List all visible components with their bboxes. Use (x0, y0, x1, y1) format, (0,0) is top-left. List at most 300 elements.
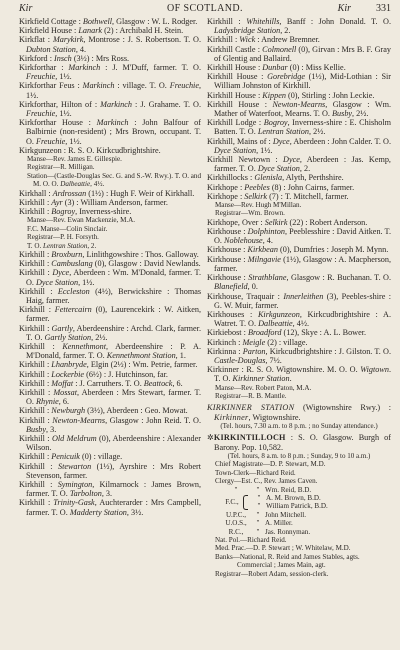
directory-entry (207, 255, 391, 273)
clergy-denomination: " (234, 485, 238, 494)
entry-text: (8) : John Cairns, farmer. (269, 182, 355, 192)
place-name: Castle-Douglas (214, 355, 266, 365)
clergy-row (221, 528, 391, 536)
directory-entry (19, 342, 201, 360)
entry-text: . T. O. (214, 365, 391, 384)
entry-text: , Aberdeen : John Calder. T. O. (289, 136, 391, 146)
entry-text: : Andrew Bremner. (255, 35, 320, 45)
entry-text: Station—(Castle-Douglas Sec. G. and S.-W. Rwy.). T. O. and M. O. O. (27, 171, 201, 189)
entry-text: Kirkhall : (19, 188, 53, 198)
entry-text: Kirkhill : (19, 249, 52, 259)
place-name: Markinch (68, 63, 101, 73)
entry-text: Kirkhouse : (207, 254, 248, 264)
directory-entry (207, 218, 391, 227)
entry-detail (19, 216, 201, 224)
clergy-name: John Mitchell. (265, 510, 306, 519)
clergy-row (252, 502, 391, 510)
place-name: Selkirk (264, 217, 288, 227)
entry-text: Commercial ; James Main, agt. (237, 561, 326, 570)
entry-text: , 4½. (292, 319, 309, 329)
place-name: Gartly Station (44, 332, 92, 342)
entry-text: (6½) : J. Hutchinson, far. (84, 369, 168, 379)
entry-text: Kirkhill : (19, 323, 52, 333)
directory-entry (207, 155, 391, 173)
directory-entry (207, 63, 391, 72)
entry-detail (207, 392, 391, 400)
entry-text: (7) : T. Mitchell, farmer. (267, 191, 349, 201)
entry-text: Kirkhill Newtown : (207, 155, 284, 165)
entry-text: , Aberdeen : Wm. M'Donald, farmer. T. O. (26, 268, 201, 287)
place-name: Eccleston (57, 286, 90, 296)
entry-text: (0), Glasgow : David Newlands. (92, 259, 201, 269)
place-name: Beattock (143, 378, 173, 388)
entry-text: (1½), Ayrshire : Mrs Robert Stevenson, farmer. (26, 461, 201, 480)
entry-text: , Auchterarder : Mrs Campbell, farmer. T. O. (26, 498, 201, 517)
entry-text: Kirkhill : (207, 35, 240, 45)
entry-text: Med. Prac.—D. P. Stewart ; W. Whitelaw, M.D. (215, 544, 351, 553)
place-name: Freuchie (26, 72, 56, 82)
ditto-mark: " (256, 519, 260, 528)
entry-text: Kirkhouse : (207, 245, 248, 255)
entry-text: (1½), Glasgow : A. Macpherson, farmer. (214, 254, 391, 273)
clergy-denomination: U.P.C., (225, 510, 247, 519)
entry-text: Kirkhouse, Traquair : (207, 291, 284, 301)
place-name: Old Meldrum (51, 433, 97, 443)
entry-text: Kirkhill : (207, 17, 247, 26)
entry-text: Kirkforthar, Hilton of : (19, 99, 101, 109)
entry-detail (207, 384, 391, 392)
entry-text: F.C. Manse—Colin Sinclair. (27, 224, 108, 233)
directory-entry (207, 347, 391, 365)
entry-text: (0), Girvan : Mrs B. F. Gray of Glentig and Ballaird. (214, 44, 391, 63)
place-name: Freuchie (169, 81, 199, 91)
directory-entry (207, 118, 391, 136)
place-name: Lentran Station (257, 127, 309, 137)
directory-entry (207, 173, 391, 182)
place-name: Dyce Station (257, 164, 300, 174)
entry-text: Kirkhill : (19, 406, 52, 416)
directory-entry (207, 91, 391, 100)
clergy-group-rows (252, 494, 391, 511)
entry-text: , Aberdeen : Jas. Kemp, farmer. T. O. (214, 155, 391, 174)
place-name: Ladysbridge Station (214, 26, 281, 36)
clergy-name: A. M. Brown, B.D. (266, 493, 321, 502)
entry-text: , Peeblesshire : David Aitken. T. O. (214, 227, 391, 246)
entry-text: , 4. (75, 44, 87, 54)
directory-entry (19, 360, 201, 369)
clergy-row (252, 494, 391, 502)
entry-text: (0), Dumfries : Joseph M. Mynn. (277, 245, 389, 255)
entry-text: Registrar—Robert Adam, session-clerk. (215, 569, 329, 578)
place-name: Trinity-Gask (53, 498, 95, 508)
entry-text: , Kirkcudbrightshire : J. Gilston. T. O. (265, 346, 391, 356)
place-name: Lhanbryde (51, 360, 87, 370)
place-name: Strathblane (248, 273, 287, 283)
entry-text: Kirkhouse : (207, 227, 248, 237)
entry-text: , Aberdeen : Mrs Stewart, farmer. T. O. (26, 387, 201, 407)
entry-text: Kirkforthar : (19, 63, 69, 73)
directory-entry (19, 388, 201, 406)
place-name: Fettercairn (54, 305, 92, 315)
entry-text: , Banff : John Donald. T. O. (279, 17, 391, 26)
place-name: Dyce (283, 155, 300, 165)
running-header (19, 2, 391, 15)
directory-entry (19, 81, 201, 99)
entry-text: , Elgin (2½) : Wm. Petrie, farmer. (86, 360, 198, 370)
entry-text: Registrar—R. Milligan. (27, 163, 95, 172)
directory-entry (19, 54, 201, 63)
place-name: Lanark (78, 26, 103, 36)
entry-text: , 3½. (126, 507, 144, 517)
clergy-name: Wm. Reid, B.D. (265, 485, 312, 494)
entry-text: T. O. (27, 241, 44, 250)
place-name: Newburgh (51, 406, 86, 416)
entry-text: (2) : Archibald H. Stein. (102, 26, 184, 36)
directory-entry (19, 370, 201, 379)
right-column (207, 17, 391, 647)
entry-text: (22) : Robert Anderson. (287, 217, 368, 227)
entry-text: Kirkhill : (19, 197, 52, 207)
place-name: Busby (332, 109, 353, 119)
clergy-denomination: R.C., (228, 527, 244, 536)
place-name: Innerleithen (283, 291, 324, 301)
entry-text: Kirkhill : (19, 286, 58, 296)
entry-text: , 1½. (78, 277, 95, 287)
entry-text: , 1½. (256, 145, 273, 155)
entry-text: , 2½. (352, 109, 369, 119)
entry-text: , Inverness-shire. (75, 207, 132, 217)
entry-text: Kirkgunzeon : R. S. O. Kirkcudbrightshire. (19, 145, 161, 155)
place-name: Kirkinner (214, 412, 249, 422)
directory-entry (19, 287, 201, 305)
entry-text: (3½) : Mrs Ross. (71, 53, 130, 63)
entry-text: , 2½. (91, 332, 108, 342)
entry-text: , 3. (46, 424, 57, 434)
entry-text: Kirkhill : (19, 207, 52, 217)
place-name: Stewarton (57, 461, 92, 471)
place-name: Bogroy (263, 118, 288, 128)
directory-entry (207, 273, 391, 291)
entry-text: , Glasgow : John Reid. T. O. (105, 415, 201, 425)
place-name: Milngavie (247, 254, 281, 264)
telegraph-hours (207, 452, 391, 461)
directory-entry (19, 198, 201, 207)
entry-text: Chief Magistrate—D. P. Stewart, M.D. (215, 460, 326, 469)
entry-text: Kirkinch : (207, 337, 243, 347)
telegraph-hours (207, 422, 391, 431)
entry-text: Kirkhill : (19, 369, 52, 379)
directory-entry (19, 462, 201, 480)
entry-text: (0) : village. (79, 452, 123, 462)
entry-text: Registrar—R. B. Mantle. (215, 391, 287, 400)
entry-detail (207, 570, 391, 578)
place-name: Kirkbean (247, 245, 278, 255)
directory-entry (207, 17, 391, 35)
place-name: Colmonell (262, 44, 297, 54)
ditto-mark: " (257, 502, 261, 511)
page-number: 331 (376, 3, 391, 14)
entry-text: Kirkhill : (19, 387, 54, 397)
clergy-name: William Patrick, B.D. (266, 502, 328, 511)
entry-detail (207, 460, 391, 468)
place-name: Dalbeattie (60, 180, 91, 189)
place-name: Newton-Mearns (272, 99, 326, 109)
directory-entry (207, 338, 391, 347)
entry-detail (19, 155, 201, 163)
entry-text: Kirkhill Lodge : (207, 118, 264, 128)
entry-text: (4½), Berwickshire : Thomas Haig, farmer. (26, 286, 201, 305)
entry-text: , Linlithgowshire : Thos. Galloway. (82, 249, 199, 259)
entry-text: Kirkhope : (207, 182, 245, 192)
entry-text: , Glasgow : W. L. Rodger. (112, 17, 198, 26)
entry-text: Kirkhill : (19, 498, 54, 508)
clergy-denomination: U.O.S., (225, 519, 247, 528)
place-name: Dunbar (262, 63, 288, 73)
entry-text: Kirkhope, Over : (207, 217, 265, 227)
place-name: Bogroy (51, 207, 76, 217)
entry-detail (19, 163, 201, 171)
directory-entry (19, 207, 201, 216)
entry-text: , 3. (101, 489, 113, 499)
entry-text: (1½), Mid-Lothian : Sir William Johnston of Kirkhill. (214, 72, 391, 91)
entry-text: (0), Laurencekirk : W. Aitken, farmer. (26, 305, 201, 324)
entry-detail (207, 553, 391, 561)
entry-text: , 7½. (265, 355, 282, 365)
place-name: Ardrossan (52, 188, 87, 198)
entry-detail (207, 209, 391, 217)
directory-entry (19, 324, 201, 342)
ditto-mark: " (256, 485, 260, 494)
entry-text: , 6. (172, 378, 183, 388)
place-name: Dolphinton (247, 227, 285, 237)
entry-text: Kirkinner : R. S. O. Wigtownshire. M. O. O. (207, 365, 361, 375)
entry-text: Kirkhill : (19, 360, 52, 370)
directory-entry (19, 259, 201, 268)
entry-text: , 1. (175, 351, 186, 361)
entry-text: Kirkhill : (19, 378, 52, 388)
entry-text: Kirkhill : (19, 341, 63, 351)
directory-entry (19, 146, 201, 155)
header-right-guide-word: Kir (337, 3, 351, 14)
place-name: Lockerbie (51, 369, 85, 379)
header-title: OF SCOTLAND. (167, 3, 243, 14)
entry-text: Kirkhope : (207, 191, 245, 201)
entry-text: Kirkhill : (19, 433, 52, 443)
entry-text: Town-Clerk—Richard Reid. (215, 468, 296, 477)
entry-text: , 0. (247, 282, 258, 292)
entry-text: (0), Stirling : John Leckie. (285, 90, 375, 100)
directory-entry (19, 63, 201, 81)
place-name: Newton-Mearns (52, 415, 106, 425)
directory-entry (19, 406, 201, 415)
entry-text: Registrar—P. H. Forsyth. (27, 233, 99, 242)
entry-text: Kirkforthar Feus : (19, 81, 83, 91)
entry-text: Registrar—Wm. Brown. (215, 209, 285, 218)
place-name: Kirkinner Station (232, 374, 290, 384)
entry-text: : J. Carruthers. T. O. (73, 378, 144, 388)
place-name: Lentran Station (43, 241, 88, 250)
entry-detail (19, 233, 201, 241)
directory-entry (19, 480, 201, 498)
brace-glyph (243, 495, 248, 510)
clergy-group-free-church (221, 494, 391, 511)
place-name: Dyce (52, 268, 70, 278)
entry-text: , Aberdeenshire : P. A. M'Donald, farmer. T. O. (26, 341, 201, 361)
entry-text: Banks—National, R. Reid and James Stables, agts. (215, 552, 360, 561)
directory-entry (19, 498, 201, 516)
place-name: Insch (54, 53, 72, 63)
clergy-row (221, 511, 391, 519)
entry-text: Kirkhouses : (207, 309, 258, 319)
entry-text: : John Balfour of Balbirnie (non-resident) ; Mrs Brown, occupant. T. O. (26, 118, 201, 146)
entry-text: , 1½. (65, 136, 82, 146)
directory-entry (207, 310, 391, 328)
left-column (19, 17, 201, 647)
clergy-name: A. Miller. (265, 519, 293, 528)
clergy-list (207, 486, 391, 536)
clergy-name: Jas. Ronnyman. (265, 527, 311, 536)
place-name: Whitehills (246, 17, 280, 26)
place-name: Freuchie (36, 136, 66, 146)
entry-detail (207, 201, 391, 209)
directory-entry (19, 100, 201, 118)
entry-text: , 4. (262, 236, 273, 246)
directory-entry (19, 26, 201, 35)
place-name: Ayr (51, 197, 63, 207)
place-name: Meigle (242, 337, 266, 347)
header-left-guide-word: Kir (19, 3, 33, 14)
place-name: Wick (239, 35, 256, 45)
place-name: Dubton Station (26, 44, 76, 54)
entry-text: Nat. Pol.—Richard Reid. (215, 536, 287, 544)
directory-entry (207, 227, 391, 245)
entry-text: Kirkhill : (19, 415, 53, 425)
place-name: Madderty Station (69, 507, 127, 517)
entry-text: (0), Aberdeenshire : Alexander Wilson. (26, 433, 201, 453)
entry-text: Kirkflat : (19, 35, 53, 45)
place-name: KIRKINNER STATION (207, 403, 295, 413)
place-name: Penicuik (51, 452, 80, 462)
entry-text: , Aberdeenshire : Archd. Clark, farmer. T. O. (26, 323, 201, 342)
entry-detail (19, 172, 201, 189)
place-name: Blanefield (214, 282, 248, 292)
entry-text: Kirkhill House : (207, 99, 273, 109)
directory-entry (207, 100, 391, 118)
place-name: Broxburn (51, 249, 83, 259)
ditto-mark: " (257, 493, 261, 502)
directory-entry (207, 137, 391, 155)
place-name: Glenisla (254, 173, 283, 183)
entry-text: : S. O. Glasgow. Burgh of Barony. Pop. 10,582. (214, 433, 391, 452)
entry-text: : J. M'Duff, farmer. T. O. (100, 63, 201, 73)
place-name: Dyce Station (36, 277, 79, 287)
entry-text: Manse—Rev. James E. Gillespie. (27, 155, 122, 164)
place-name: Kippen (262, 90, 286, 100)
entry-text: Manse—Rev. Ewan Mackenzie, M.A. (27, 216, 136, 225)
entry-text: (2) : village. (265, 337, 308, 347)
ditto-mark: " (256, 510, 260, 519)
place-name: Markinch (100, 99, 133, 109)
entry-text: Kirkhill : (19, 305, 55, 315)
entry-detail-continued (207, 561, 391, 569)
place-name: Mossat (53, 387, 77, 397)
ditto-mark: " (256, 527, 260, 536)
place-name: Selkirk (244, 191, 268, 201)
directory-entry (207, 245, 391, 254)
place-name: Wigtown (360, 365, 389, 375)
place-name: Kennethmont (62, 341, 106, 351)
entry-text: , Glasgow : R. Buchanan. T. O. (286, 273, 391, 283)
directory-entry (19, 416, 201, 434)
entry-text: , 1½. (26, 81, 201, 100)
directory-entry (19, 268, 201, 286)
place-name: Noblehouse (224, 236, 263, 246)
entry-text: , Alyth, Perthshire. (282, 173, 344, 183)
directory-entry (207, 183, 391, 192)
entry-text: (3), Peebles-shire : G. W. Muir, farmer. (214, 291, 391, 310)
entry-text: Kirkfield Cottage : (19, 17, 83, 26)
place-name: Peebles (244, 182, 270, 192)
entry-text: Manse—Rev. Hugh M'Millan. (215, 201, 302, 210)
directory-entry (19, 305, 201, 323)
entry-text: , 1½. (55, 72, 72, 82)
entry-text: (1½) : Hugh F. Weir of Kirkhall. (86, 188, 195, 198)
entry-text: , 2. (299, 164, 311, 174)
place-name: Rhynie (36, 397, 59, 407)
entry-text: Kirkhill : (19, 452, 52, 462)
clergy-row (221, 486, 391, 494)
entry-text: (3½), Aberdeen : Geo. Mowat. (85, 406, 188, 416)
clergy-denomination: F.C., (225, 498, 239, 507)
place-name: Moffat (51, 378, 74, 388)
entry-text: Clergy—Est. C., Rev. James Caven. (215, 477, 318, 486)
entry-text: (Wigtownshire Rwy.) : (294, 403, 391, 413)
entry-detail (207, 469, 391, 477)
place-name: Dyce Station (214, 145, 257, 155)
entry-text: Kirkhill : (19, 268, 53, 278)
place-name: Freuchie (26, 109, 56, 119)
entry-text: Kirkhill House : (207, 90, 263, 100)
entry-text: (12), Skye : A. L. Bower. (281, 328, 367, 338)
directory-entry (207, 328, 391, 337)
entry-text: Kirkhill : (19, 461, 58, 471)
entry-detail (207, 477, 391, 485)
entry-text: Kirkforthar House : (19, 118, 97, 128)
entry-detail (19, 242, 201, 250)
directory-entry (19, 17, 201, 26)
place-name: Markinch (96, 118, 129, 128)
place-name: Dyce (272, 136, 290, 146)
entry-text: Kirkhill House : (207, 63, 263, 73)
directory-entry (19, 250, 201, 259)
entry-text: . (289, 374, 292, 384)
entry-text: , Montrose : J. S. Robertson. T. O. (83, 35, 201, 45)
place-name: Kennethmont Station (106, 351, 176, 361)
entry-text: (0) : Miss Kellie. (287, 63, 346, 73)
entry-text: (3) : William Anderson, farmer. (62, 197, 168, 207)
entry-text: Kirkhill House : (207, 72, 268, 82)
place-name: Gorebridge (267, 72, 305, 82)
directory-entry (19, 35, 201, 53)
entry-text: , 2½. (309, 127, 326, 137)
entry-text: Kirkhill Castle : (207, 44, 263, 54)
entry-text: Kirkiebost : (207, 328, 248, 338)
entry-text: Kirkhillocks : (207, 173, 255, 183)
entry-text: Kirkinna : (207, 346, 243, 356)
entry-detail (207, 536, 391, 544)
entry-text: , 2. (87, 241, 97, 250)
entry-text: , Inverness-shire : E. Chisholm Batten. T. O. (214, 118, 391, 137)
